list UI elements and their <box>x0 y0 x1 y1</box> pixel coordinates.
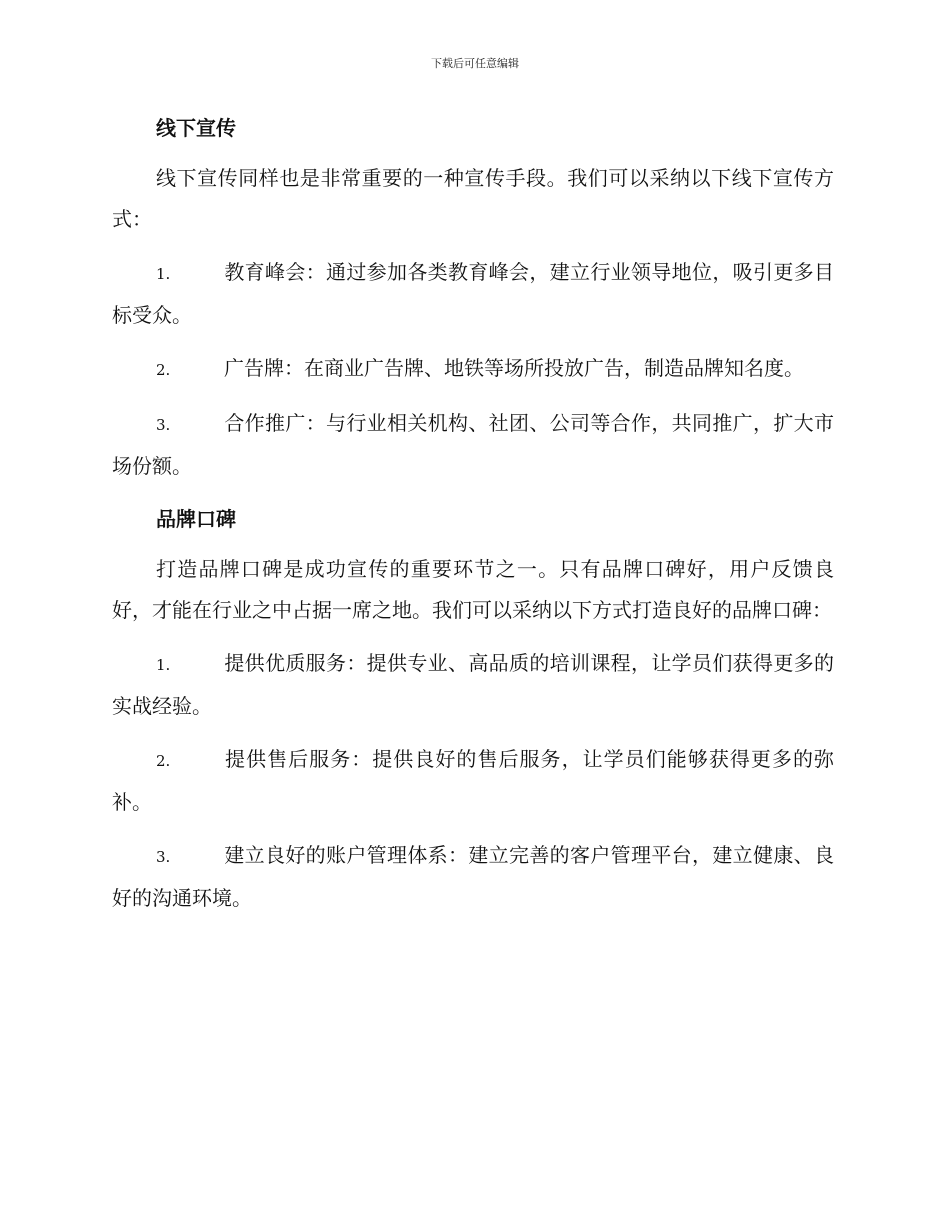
list-item <box>112 348 834 391</box>
list-item <box>112 739 834 823</box>
list-item-text: 广告牌：在商业广告牌、地铁等场所投放广告，制造品牌知名度。 <box>224 356 804 380</box>
list-item-number: 1. <box>156 656 171 674</box>
section-intro: 打造品牌口碑是成功宣传的重要环节之一。只有品牌口碑好，用户反馈良好，才能在行业之中占据一席之地。我们可以采纳以下方式打造良好的品牌口碑： <box>112 557 834 622</box>
list-item-text: 建立良好的账户管理体系：建立完善的客户管理平台，建立健康、良好的沟通环境。 <box>112 843 834 910</box>
list-item-number: 2. <box>156 361 171 379</box>
section-heading: 线下宣传 <box>156 116 236 140</box>
list-item-text: 提供优质服务：提供专业、高品质的培训课程，让学员们获得更多的实战经验。 <box>112 651 834 718</box>
list-item-text: 提供售后服务：提供良好的售后服务，让学员们能够获得更多的弥补。 <box>112 747 834 814</box>
list-item-text: 教育峰会：通过参加各类教育峰会，建立行业领导地位，吸引更多目标受众。 <box>112 260 834 327</box>
list-item <box>112 403 834 487</box>
list-item-number: 2. <box>156 752 171 770</box>
section-heading: 品牌口碑 <box>156 507 236 531</box>
page-header: 下载后可任意编辑 <box>431 57 519 70</box>
list-item-text: 合作推广：与行业相关机构、社团、公司等合作，共同推广，扩大市场份额。 <box>112 411 834 478</box>
document-body <box>112 108 834 931</box>
list-item-number: 3. <box>156 848 171 866</box>
section-brand-reputation <box>112 499 834 919</box>
list-item-number: 3. <box>156 416 171 434</box>
section-intro: 线下宣传同样也是非常重要的一种宣传手段。我们可以采纳以下线下宣传方式： <box>112 166 834 231</box>
list-item <box>112 252 834 336</box>
section-offline-promotion <box>112 108 834 487</box>
list-item-number: 1. <box>156 265 171 283</box>
list-item <box>112 835 834 919</box>
list-item <box>112 643 834 727</box>
